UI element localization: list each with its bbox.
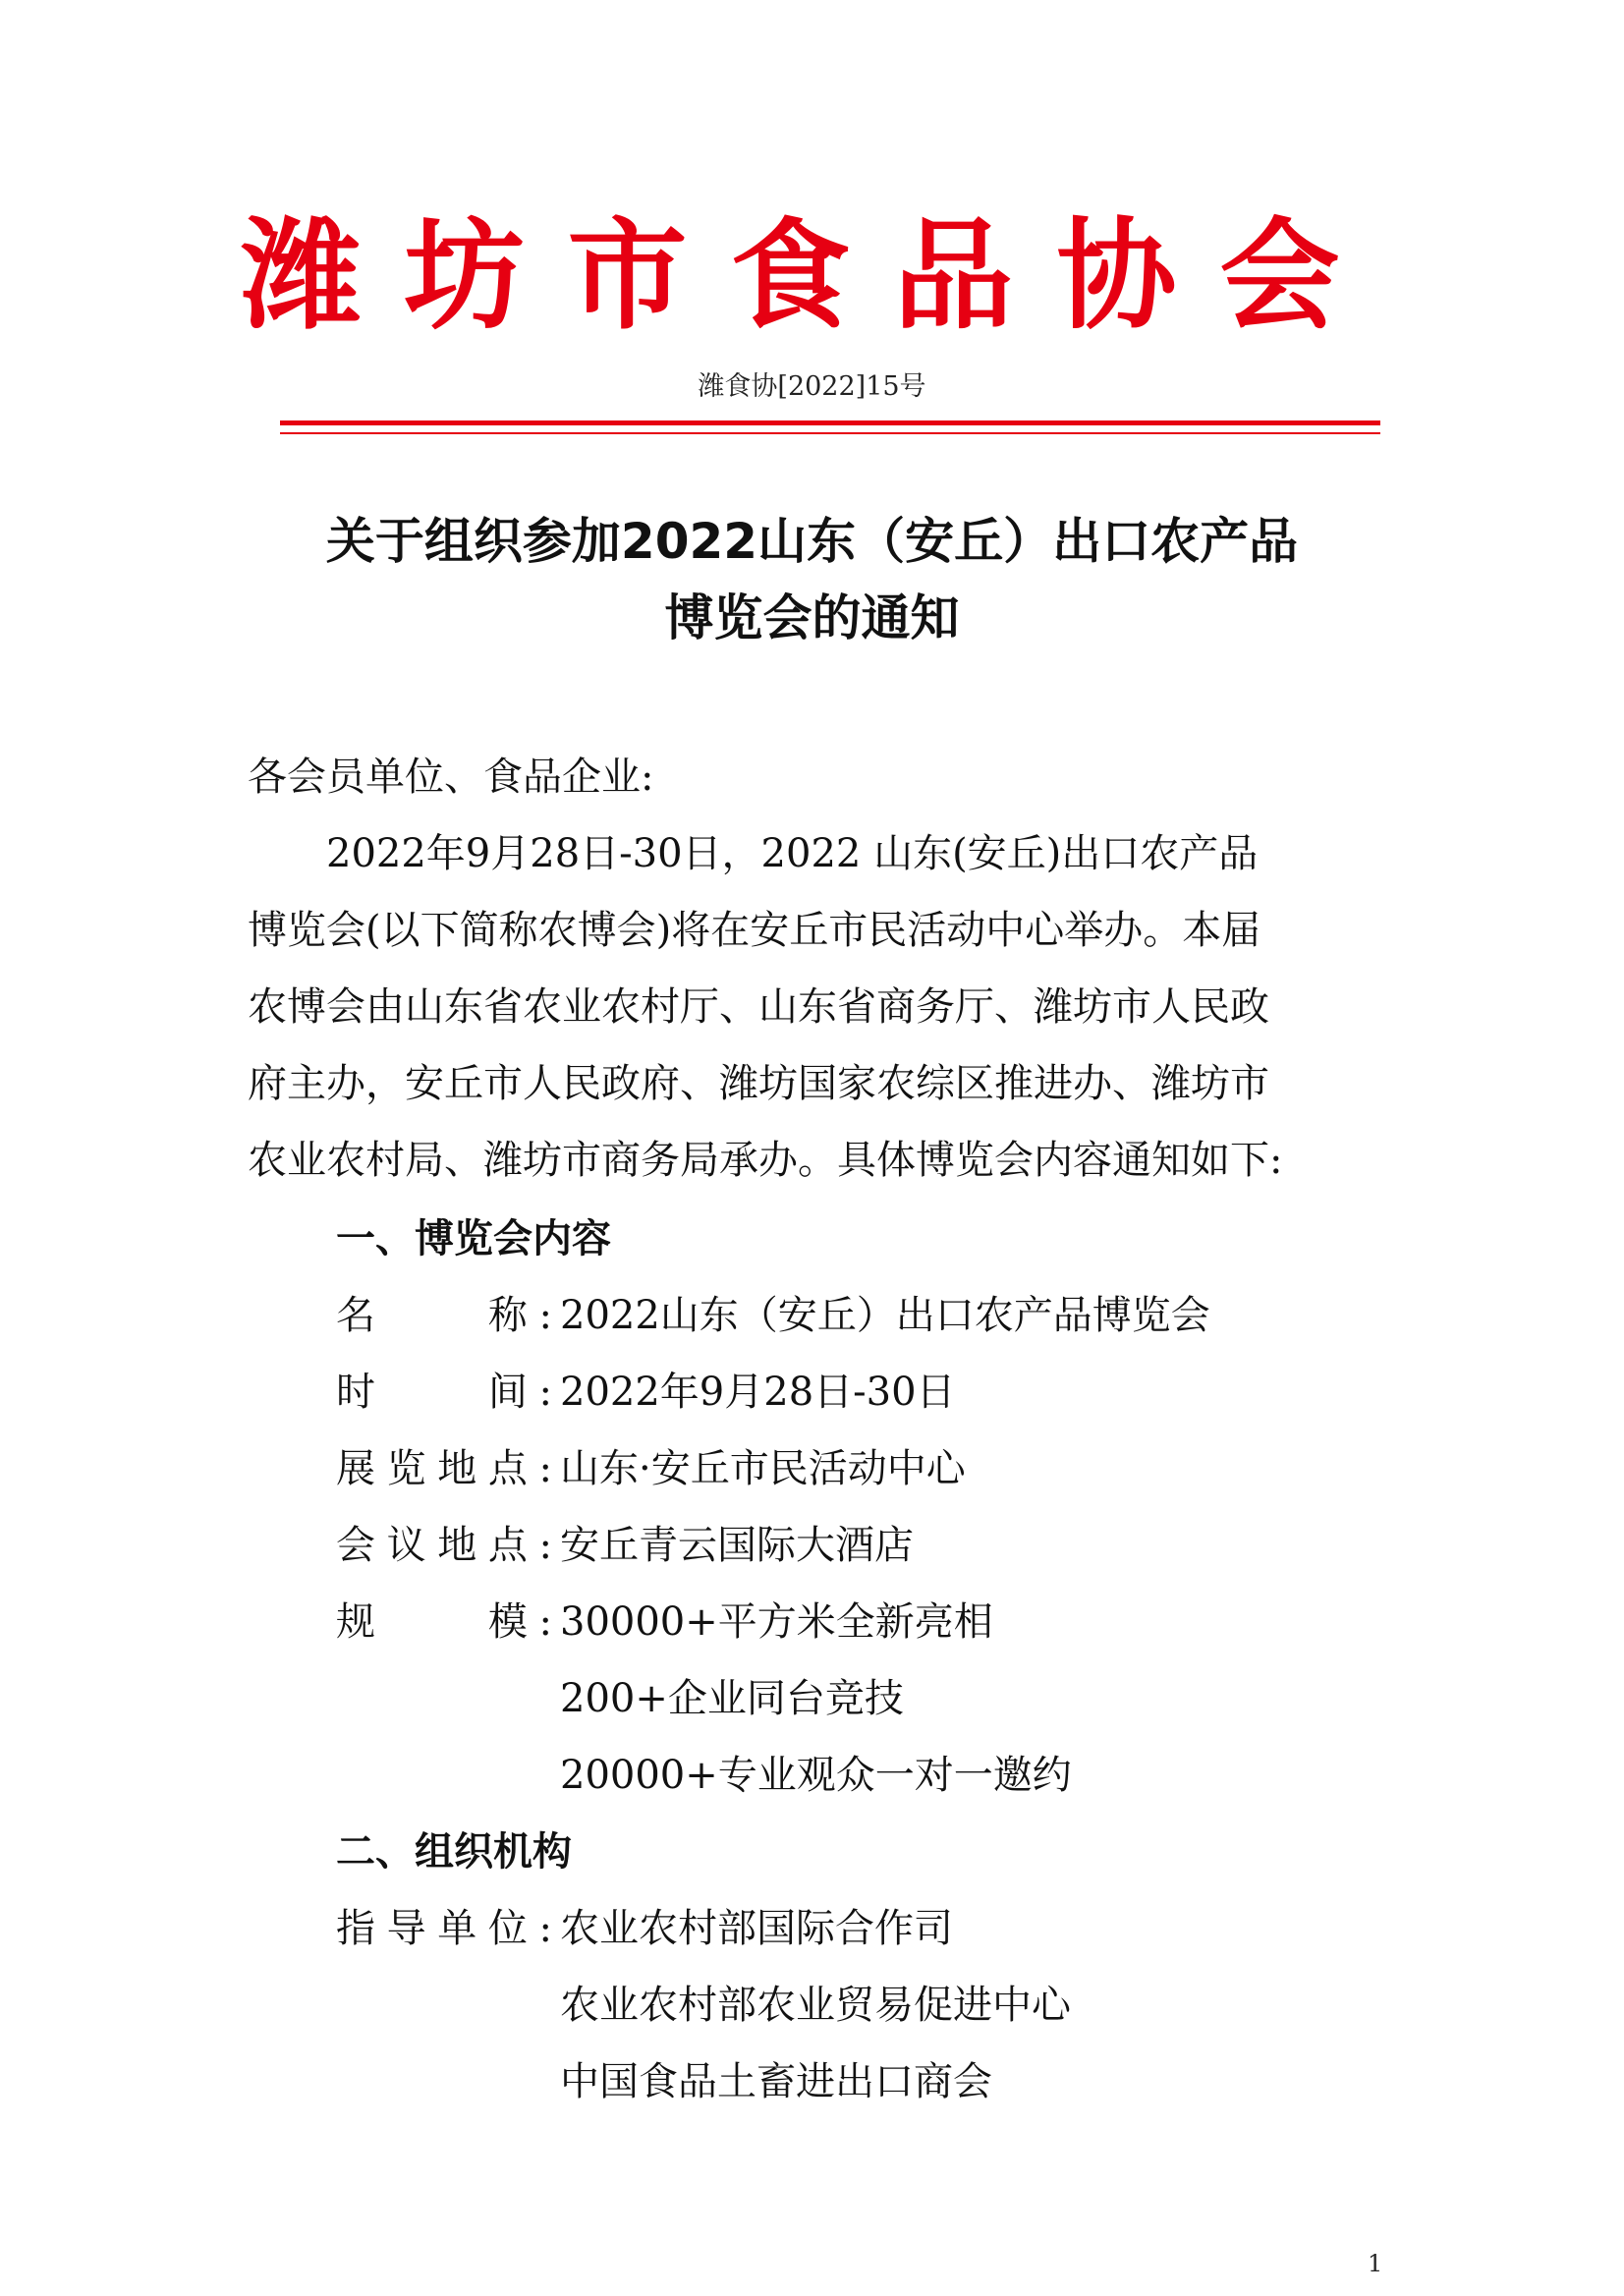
field-row-meeting-venue [336,1507,914,1584]
document-number: 潍食协[2022]15号 [698,371,926,402]
field-row-time [336,1354,956,1430]
field-label: 规 模: [336,1599,552,1645]
guide-extra-line: 中国食品土畜进出口商会 [560,2059,992,2104]
notice-title [0,503,1624,656]
organization-name: 潍坊市食品协会 [241,204,1383,346]
intro-line: 2022年9月28日-30日，2022 山东(安丘)出口农产品 [248,831,1259,876]
field-row-scale [336,1584,993,1660]
scale-extra-line: 200+企业同台竞技 [560,1676,904,1721]
field-value: 农业农村部国际合作司 [560,1906,953,1951]
notice-title-line-2: 博览会的通知 [664,589,960,646]
field-row-name [336,1277,1210,1354]
notice-title-line-1: 关于组织参加2022山东（安丘）出口农产品 [325,513,1299,570]
field-value: 安丘青云国际大酒店 [560,1523,914,1568]
field-label: 时 间: [336,1370,552,1415]
guide-extra-line: 农业农村部农业贸易促进中心 [560,1983,1071,2028]
intro-line: 府主办，安丘市人民政府、潍坊国家农综区推进办、潍坊市 [248,1061,1269,1106]
intro-paragraph [248,815,1387,1199]
intro-line: 博览会(以下简称农博会)将在安丘市民活动中心举办。本届 [248,908,1261,953]
field-row-guide-unit [336,1890,953,1967]
field-value: 30000+平方米全新亮相 [560,1599,993,1645]
salutation: 各会员单位、食品企业: [248,755,654,800]
field-value: 2022年9月28日-30日 [560,1370,956,1415]
field-value: 山东·安丘市民活动中心 [560,1446,966,1491]
intro-line: 农博会由山东省农业农村厅、山东省商务厅、潍坊市人民政 [248,984,1269,1030]
header-rule-thick [280,420,1380,425]
header-rule-thin [280,432,1380,434]
section-heading-exhibition: 一、博览会内容 [336,1216,611,1261]
field-label: 展览地点: [336,1446,552,1491]
field-value: 2022山东（安丘）出口农产品博览会 [560,1293,1210,1338]
intro-line: 农业农村局、潍坊市商务局承办。具体博览会内容通知如下: [248,1138,1283,1183]
scale-extra-line: 20000+专业观众一对一邀约 [560,1753,1072,1798]
field-row-venue [336,1430,966,1507]
field-label: 名 称: [336,1293,552,1338]
field-label: 会议地点: [336,1523,552,1568]
section-heading-organization: 二、组织机构 [336,1829,572,1875]
field-label: 指导单位: [336,1906,552,1951]
page-number: 1 [1368,2250,1383,2277]
